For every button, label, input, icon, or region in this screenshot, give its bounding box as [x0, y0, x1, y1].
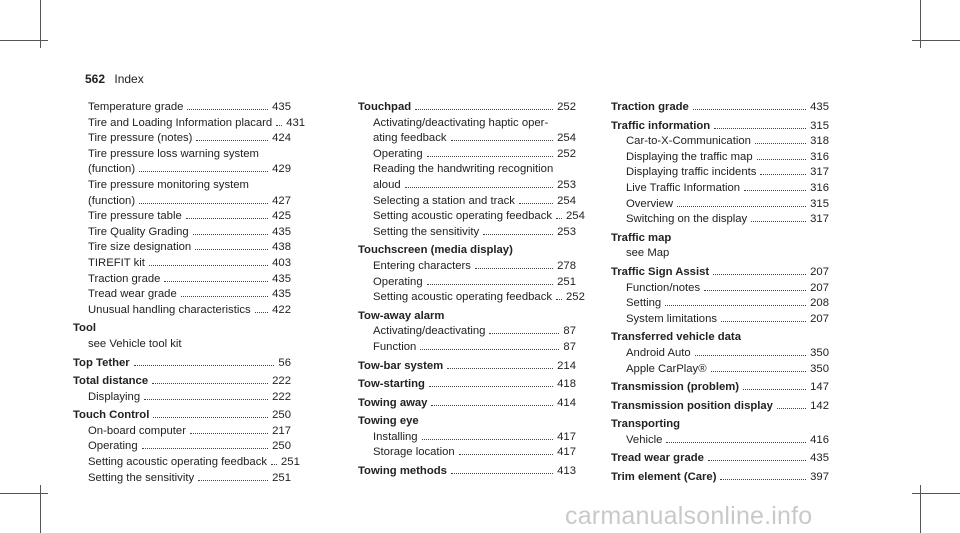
leader-dots — [695, 355, 806, 356]
entry-text: ating feedback — [373, 132, 447, 145]
leader-dots — [193, 234, 268, 235]
page-reference[interactable]: 315 — [810, 197, 829, 210]
entry-text: Top Tether — [73, 356, 130, 369]
index-column-3 — [611, 100, 829, 486]
leader-dots — [459, 454, 553, 455]
page-reference[interactable]: 429 — [272, 163, 291, 176]
entry-text: Trim element (Care) — [611, 471, 717, 484]
index-subentry[interactable] — [73, 303, 291, 319]
index-entry[interactable] — [358, 377, 576, 393]
page-reference[interactable]: 350 — [810, 346, 829, 359]
index-subentry[interactable] — [358, 290, 585, 306]
index-subentry[interactable] — [73, 287, 291, 303]
entry-text: Live Traffic Information — [626, 181, 741, 194]
leader-dots — [134, 365, 275, 366]
index-subentry[interactable] — [611, 197, 829, 213]
leader-dots — [556, 218, 562, 219]
entry-text: Tool — [73, 322, 97, 335]
leader-dots — [744, 190, 806, 191]
page-reference[interactable]: 417 — [557, 446, 576, 459]
page-reference[interactable]: 431 — [286, 116, 306, 129]
page-reference[interactable]: 207 — [810, 312, 829, 325]
page-reference[interactable]: 316 — [810, 181, 829, 194]
index-entry[interactable] — [358, 359, 576, 375]
page-reference[interactable]: 251 — [272, 471, 291, 484]
entry-text: Total distance — [73, 375, 149, 388]
page-reference[interactable]: 250 — [272, 409, 291, 422]
index-entry[interactable] — [611, 265, 829, 281]
index-entry[interactable] — [611, 119, 829, 135]
index-subentry[interactable] — [611, 212, 829, 228]
index-subentry — [358, 116, 576, 132]
entry-text: Displaying — [88, 390, 141, 403]
entry-text: On-board computer — [88, 424, 186, 437]
index-entry[interactable] — [611, 380, 829, 396]
entry-text: Towing methods — [358, 465, 447, 478]
leader-dots — [751, 221, 806, 222]
entry-text: see Vehicle tool kit — [88, 337, 182, 350]
leader-dots — [755, 143, 806, 144]
page-reference[interactable]: 422 — [272, 303, 291, 316]
leader-dots — [451, 473, 553, 474]
page-reference[interactable]: 317 — [810, 166, 829, 179]
entry-text: Tread wear grade — [88, 288, 177, 301]
index-subentry[interactable] — [358, 445, 576, 461]
index-subentry[interactable] — [73, 225, 291, 241]
index-subentry[interactable] — [73, 256, 291, 272]
entry-text: Touch Control — [73, 409, 150, 422]
entry-text: Traffic information — [611, 119, 711, 132]
leader-dots — [255, 312, 269, 313]
entry-text: Switching on the display — [626, 213, 748, 226]
page-reference[interactable]: 252 — [557, 147, 576, 160]
leader-dots — [187, 109, 268, 110]
index-subentry[interactable] — [611, 181, 829, 197]
entry-text: Operating — [88, 440, 138, 453]
page-reference[interactable]: 142 — [810, 399, 829, 412]
crop-mark — [912, 40, 960, 41]
index-subentry[interactable] — [611, 433, 829, 449]
index-subentry[interactable] — [611, 281, 829, 297]
index-entry[interactable] — [611, 470, 829, 486]
index-entry[interactable] — [73, 356, 291, 372]
index-subentry — [73, 147, 291, 163]
entry-text: see Map — [626, 247, 670, 260]
leader-dots — [475, 268, 553, 269]
entry-text: Transporting — [611, 418, 681, 431]
entry-text: Activating/deactivating — [373, 325, 486, 338]
leader-dots — [711, 371, 807, 372]
index-subentry[interactable] — [358, 340, 576, 356]
leader-dots — [556, 299, 562, 300]
page-reference[interactable]: 435 — [810, 101, 829, 113]
leader-dots — [743, 389, 806, 390]
leader-dots — [149, 265, 268, 266]
leader-dots — [186, 218, 268, 219]
leader-dots — [153, 417, 268, 418]
page-reference[interactable]: 350 — [810, 362, 829, 375]
index-subentry — [73, 178, 291, 194]
page-reference[interactable]: 278 — [557, 259, 576, 272]
page-number: 562 — [85, 72, 106, 86]
leader-dots — [431, 405, 553, 406]
entry-text: Transmission (problem) — [611, 381, 740, 394]
index-entry[interactable] — [611, 399, 829, 415]
entry-text: Tow-starting — [358, 378, 425, 391]
page-reference[interactable]: 416 — [810, 433, 829, 446]
entry-text: Touchscreen (media display) — [358, 244, 513, 257]
page-reference[interactable]: 435 — [810, 452, 829, 465]
index-subentry[interactable] — [358, 259, 576, 275]
page-reference[interactable]: 438 — [272, 241, 291, 254]
leader-dots — [708, 460, 806, 461]
entry-text: Setting the sensitivity — [373, 225, 480, 238]
index-subentry[interactable] — [358, 275, 576, 291]
leader-dots — [427, 156, 554, 157]
leader-dots — [714, 128, 806, 129]
leader-dots — [164, 281, 268, 282]
page-reference[interactable]: 207 — [810, 281, 829, 294]
index-subentry[interactable] — [73, 439, 291, 455]
crop-mark — [912, 493, 960, 494]
leader-dots — [276, 125, 282, 126]
index-subentry[interactable] — [73, 455, 300, 471]
page-reference[interactable]: 208 — [810, 297, 829, 310]
page-reference[interactable]: 414 — [557, 396, 576, 409]
page-reference[interactable]: 254 — [557, 194, 576, 207]
index-subentry[interactable] — [611, 150, 829, 166]
index-entry[interactable] — [358, 100, 576, 116]
index-entry[interactable] — [358, 396, 576, 412]
entry-text: Displaying traffic incidents — [626, 166, 757, 179]
entry-text: Operating — [373, 275, 423, 288]
entry-text: Tow-away alarm — [358, 309, 445, 322]
leader-dots — [198, 480, 268, 481]
page-reference[interactable]: 56 — [278, 356, 291, 369]
page-reference[interactable]: 417 — [557, 430, 576, 443]
entry-text: Tow-bar system — [358, 359, 444, 372]
entry-text: Setting acoustic operating feedback — [373, 210, 552, 223]
index-subentry[interactable] — [73, 209, 291, 225]
page-reference[interactable]: 318 — [810, 135, 829, 148]
page-reference[interactable]: 217 — [272, 424, 291, 437]
index-entry[interactable] — [73, 374, 291, 390]
index-subentry[interactable] — [73, 194, 291, 210]
leader-dots — [139, 171, 268, 172]
index-subentry[interactable] — [73, 471, 291, 487]
index-subentry[interactable] — [73, 272, 291, 288]
index-subentry[interactable] — [611, 312, 829, 328]
page-reference[interactable]: 251 — [557, 275, 576, 288]
page-reference[interactable]: 222 — [272, 375, 291, 388]
index-column-1 — [73, 100, 306, 486]
leader-dots — [519, 203, 553, 204]
entry-text: Temperature grade — [88, 101, 184, 113]
index-subentry[interactable] — [358, 209, 585, 225]
index-subentry[interactable] — [73, 116, 306, 132]
entry-text: Vehicle — [626, 433, 663, 446]
page-reference[interactable]: 214 — [557, 359, 576, 372]
page-reference[interactable]: 418 — [557, 378, 576, 391]
entry-text: Traffic Sign Assist — [611, 265, 710, 278]
entry-text: Reading the handwriting recognition — [373, 163, 554, 176]
index-subentry[interactable] — [73, 424, 291, 440]
entry-text: Operating — [373, 147, 423, 160]
entry-text: Tire and Loading Information placard — [88, 116, 273, 129]
leader-dots — [757, 159, 807, 160]
entry-text: Selecting a station and track — [373, 194, 515, 207]
leader-dots — [271, 464, 277, 465]
index-entry[interactable] — [358, 464, 576, 480]
index-subentry[interactable] — [358, 430, 576, 446]
entry-text: Function/notes — [626, 281, 701, 294]
entry-text: Android Auto — [626, 346, 691, 359]
leader-dots — [420, 349, 559, 350]
page-header — [85, 72, 144, 86]
index-subentry[interactable] — [73, 162, 291, 178]
index-entry[interactable] — [611, 451, 829, 467]
leader-dots — [190, 433, 268, 434]
entry-text: Traffic map — [611, 231, 672, 244]
index-subentry[interactable] — [358, 131, 576, 147]
leader-dots — [677, 206, 806, 207]
index-subentry[interactable] — [611, 134, 829, 150]
index-subentry[interactable] — [358, 194, 576, 210]
index-subentry[interactable] — [611, 346, 829, 362]
entry-text: Storage location — [373, 446, 455, 459]
entry-text: Setting — [626, 297, 662, 310]
leader-dots — [152, 383, 268, 384]
page-reference[interactable]: 251 — [281, 456, 300, 469]
page-reference[interactable]: 250 — [272, 440, 291, 453]
entry-text: System limitations — [626, 312, 718, 325]
index-entry — [358, 309, 576, 325]
page-reference[interactable]: 254 — [557, 132, 576, 145]
leader-dots — [760, 174, 806, 175]
index-subentry — [358, 162, 576, 178]
index-entry[interactable] — [73, 408, 291, 424]
crop-mark — [0, 40, 48, 41]
index-subentry[interactable] — [73, 390, 291, 406]
page-reference[interactable]: 147 — [810, 381, 829, 394]
leader-dots — [415, 109, 553, 110]
entry-text: TIREFIT kit — [88, 256, 145, 269]
leader-dots — [142, 448, 269, 449]
leader-dots — [196, 140, 268, 141]
entry-text: aloud — [373, 178, 401, 191]
entry-text: Function — [373, 340, 417, 353]
entry-text: Tire pressure table — [88, 210, 182, 223]
page-reference[interactable]: 397 — [810, 471, 829, 484]
index-entry — [358, 243, 576, 259]
leader-dots — [405, 187, 553, 188]
entry-text: Towing eye — [358, 415, 419, 428]
entry-text: Towing away — [358, 396, 428, 409]
index-subentry[interactable] — [611, 296, 829, 312]
entry-text: Traction grade — [611, 101, 689, 113]
entry-text: Entering characters — [373, 259, 471, 272]
leader-dots — [447, 368, 553, 369]
page-reference[interactable]: 425 — [272, 210, 291, 223]
page-reference[interactable]: 413 — [557, 465, 576, 478]
index-subentry[interactable] — [73, 100, 291, 116]
index-subentry[interactable] — [73, 131, 291, 147]
index-subentry[interactable] — [358, 324, 576, 340]
entry-text: Overview — [626, 197, 674, 210]
watermark: carmanualsonline.info — [565, 502, 813, 530]
leader-dots — [666, 442, 806, 443]
entry-text: Unusual handling characteristics — [88, 303, 251, 316]
page-reference[interactable]: 435 — [272, 272, 291, 285]
page-reference[interactable]: 87 — [563, 340, 576, 353]
page-reference[interactable]: 315 — [810, 119, 829, 132]
index-subentry[interactable] — [611, 165, 829, 181]
leader-dots — [144, 399, 268, 400]
page-reference[interactable]: 253 — [557, 225, 576, 238]
page-reference[interactable]: 253 — [557, 178, 576, 191]
leader-dots — [721, 321, 806, 322]
crop-mark — [0, 493, 48, 494]
page-reference[interactable]: 207 — [810, 265, 829, 278]
entry-text: Tire pressure monitoring system — [88, 178, 249, 191]
page-reference[interactable]: 424 — [272, 132, 291, 145]
index-subentry — [611, 246, 829, 262]
entry-text: Tire pressure (notes) — [88, 132, 193, 145]
entry-text: (function) — [88, 163, 136, 176]
page-reference[interactable]: 435 — [272, 101, 291, 113]
index-entry — [73, 321, 291, 337]
page-reference[interactable]: 435 — [272, 225, 291, 238]
leader-dots — [489, 333, 559, 334]
entry-text: (function) — [88, 194, 136, 207]
page-reference[interactable]: 254 — [566, 210, 585, 223]
leader-dots — [429, 386, 553, 387]
leader-dots — [777, 408, 806, 409]
entry-text: Tire Quality Grading — [88, 225, 189, 238]
page-reference[interactable]: 427 — [272, 194, 291, 207]
leader-dots — [713, 274, 806, 275]
page-reference[interactable]: 317 — [810, 213, 829, 226]
entry-text: Car-to-X-Communication — [626, 135, 751, 148]
page-reference[interactable]: 252 — [557, 101, 576, 113]
leader-dots — [693, 109, 806, 110]
index-entry — [611, 231, 829, 247]
index-entry — [611, 417, 829, 433]
page-reference[interactable]: 403 — [272, 256, 291, 269]
entry-text: Installing — [373, 430, 418, 443]
leader-dots — [665, 305, 806, 306]
page-reference[interactable]: 252 — [566, 291, 585, 304]
entry-text: Traction grade — [88, 272, 161, 285]
leader-dots — [422, 439, 554, 440]
page-reference[interactable]: 87 — [563, 325, 576, 338]
entry-text: Activating/deactivating haptic oper- — [373, 116, 549, 129]
index-subentry[interactable] — [358, 225, 576, 241]
entry-text: Setting the sensitivity — [88, 471, 195, 484]
entry-text: Tire size designation — [88, 241, 192, 254]
index-column-2 — [358, 100, 585, 480]
leader-dots — [483, 234, 553, 235]
leader-dots — [195, 249, 268, 250]
index-subentry[interactable] — [358, 147, 576, 163]
index-entry[interactable] — [611, 100, 829, 116]
leader-dots — [181, 296, 268, 297]
leader-dots — [139, 203, 268, 204]
page-reference[interactable]: 316 — [810, 150, 829, 163]
entry-text: Setting acoustic operating feedback — [373, 291, 552, 304]
entry-text: Tire pressure loss warning system — [88, 147, 259, 160]
page-reference[interactable]: 435 — [272, 288, 291, 301]
entry-text: Transferred vehicle data — [611, 331, 741, 344]
index-subentry[interactable] — [358, 178, 576, 194]
index-entry — [611, 330, 829, 346]
leader-dots — [451, 140, 554, 141]
entry-text: Displaying the traffic map — [626, 150, 753, 163]
index-entry — [358, 414, 576, 430]
index-subentry — [73, 337, 291, 353]
leader-dots — [720, 479, 806, 480]
leader-dots — [704, 290, 806, 291]
entry-text: Transmission position display — [611, 399, 773, 412]
entry-text: Tread wear grade — [611, 452, 704, 465]
index-subentry[interactable] — [73, 240, 291, 256]
entry-text: Apple CarPlay® — [626, 362, 707, 375]
entry-text: Setting acoustic operating feedback — [88, 456, 267, 469]
leader-dots — [427, 284, 554, 285]
index-subentry[interactable] — [611, 362, 829, 378]
page-reference[interactable]: 222 — [272, 390, 291, 403]
entry-text: Touchpad — [358, 101, 412, 113]
page-title: Index — [114, 72, 144, 86]
